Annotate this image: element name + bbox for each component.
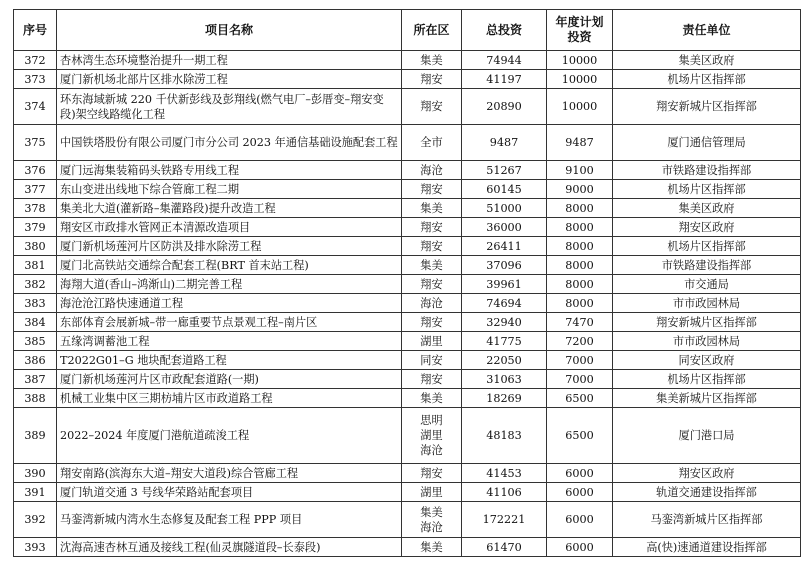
cell-unit: 厦门通信管理局 — [613, 125, 801, 161]
cell-name: 厦门新机场北部片区排水除涝工程 — [57, 70, 402, 89]
cell-district — [402, 256, 462, 275]
cell-annual: 9100 — [547, 161, 613, 180]
table-row — [14, 351, 801, 370]
district-label: 集美 — [420, 53, 443, 67]
district-label: 海沧 — [420, 520, 443, 534]
cell-district — [402, 218, 462, 237]
cell-no: 389 — [14, 408, 57, 464]
district-label: 翔安 — [420, 466, 443, 480]
district-label: 翔安 — [420, 315, 443, 329]
cell-annual: 8000 — [547, 218, 613, 237]
cell-name: 东山变进出线地下综合管廊工程二期 — [57, 180, 402, 199]
cell-district — [402, 313, 462, 332]
cell-annual: 7000 — [547, 370, 613, 389]
cell-total: 41775 — [462, 332, 547, 351]
cell-total: 18269 — [462, 389, 547, 408]
cell-no: 381 — [14, 256, 57, 275]
cell-annual: 6000 — [547, 483, 613, 502]
cell-annual: 6000 — [547, 464, 613, 483]
header-annual — [547, 10, 613, 51]
cell-name: 厦门新机场莲河片区市政配套道路(一期) — [57, 370, 402, 389]
table-row — [14, 70, 801, 89]
cell-total: 36000 — [462, 218, 547, 237]
district-label: 集美 — [420, 391, 443, 405]
header-no: 序号 — [14, 10, 57, 51]
cell-district — [402, 237, 462, 256]
cell-annual: 9487 — [547, 125, 613, 161]
district-label: 集美 — [420, 258, 443, 272]
cell-no: 384 — [14, 313, 57, 332]
cell-unit: 市交通局 — [613, 275, 801, 294]
table-row — [14, 464, 801, 483]
cell-total: 41106 — [462, 483, 547, 502]
cell-no: 383 — [14, 294, 57, 313]
table-row — [14, 389, 801, 408]
cell-no: 377 — [14, 180, 57, 199]
cell-no: 378 — [14, 199, 57, 218]
cell-name: 杏林湾生态环境整治提升一期工程 — [57, 51, 402, 70]
district-label: 同安 — [420, 353, 443, 367]
district-label: 全市 — [420, 136, 443, 149]
cell-no: 382 — [14, 275, 57, 294]
table-row — [14, 502, 801, 538]
cell-district — [402, 161, 462, 180]
table-row — [14, 313, 801, 332]
district-label: 翔安 — [420, 239, 443, 253]
cell-no: 373 — [14, 70, 57, 89]
cell-name: 中国铁塔股份有限公司厦门市分公司 2023 年通信基础设施配套工程 — [57, 125, 402, 161]
header-total: 总投资 — [462, 10, 547, 51]
cell-annual: 7470 — [547, 313, 613, 332]
district-label: 湖里 — [420, 485, 443, 499]
cell-name: 翔安南路(滨海东大道–翔安大道段)综合管廊工程 — [57, 464, 402, 483]
table-row — [14, 294, 801, 313]
header-unit: 责任单位 — [613, 10, 801, 51]
cell-name: 2022–2024 年度厦门港航道疏浚工程 — [57, 408, 402, 464]
cell-unit: 集美区政府 — [613, 51, 801, 70]
cell-no: 392 — [14, 502, 57, 538]
cell-name: 海沧沧江路快速通道工程 — [57, 294, 402, 313]
district-label: 翔安 — [420, 277, 443, 291]
cell-total: 74944 — [462, 51, 547, 70]
table-row — [14, 51, 801, 70]
table-row — [14, 218, 801, 237]
table-row — [14, 125, 801, 161]
district-label: 湖里 — [420, 334, 443, 348]
cell-unit: 轨道交通建设指挥部 — [613, 483, 801, 502]
cell-name: 沈海高速杏林互通及接线工程(仙灵旗隧道段–长泰段) — [57, 538, 402, 557]
cell-total: 172221 — [462, 502, 547, 538]
cell-name: 东部体育会展新城–带一廊重要节点景观工程–南片区 — [57, 313, 402, 332]
cell-annual: 8000 — [547, 294, 613, 313]
cell-annual: 8000 — [547, 256, 613, 275]
cell-district — [402, 464, 462, 483]
cell-annual: 10000 — [547, 51, 613, 70]
table-row — [14, 332, 801, 351]
cell-unit: 翔安区政府 — [613, 464, 801, 483]
cell-name: 翔安区市政排水管网正本清源改造项目 — [57, 218, 402, 237]
cell-district — [402, 483, 462, 502]
cell-district — [402, 408, 462, 464]
cell-total: 41197 — [462, 70, 547, 89]
cell-annual: 6500 — [547, 408, 613, 464]
table-row — [14, 370, 801, 389]
cell-total: 60145 — [462, 180, 547, 199]
cell-district — [402, 199, 462, 218]
cell-no: 376 — [14, 161, 57, 180]
cell-total: 9487 — [462, 125, 547, 161]
district-label: 湖里 — [420, 429, 443, 442]
cell-annual: 8000 — [547, 199, 613, 218]
cell-district — [402, 294, 462, 313]
cell-total: 37096 — [462, 256, 547, 275]
project-table-container — [13, 9, 801, 557]
cell-unit: 市铁路建设指挥部 — [613, 161, 801, 180]
district-label: 海沧 — [420, 296, 443, 310]
header-annual-line2: 投资 — [567, 30, 592, 44]
cell-district — [402, 89, 462, 125]
cell-no: 374 — [14, 89, 57, 125]
cell-no: 388 — [14, 389, 57, 408]
table-body — [14, 51, 801, 557]
cell-name: 集美北大道(灌新路–集灌路段)提升改造工程 — [57, 199, 402, 218]
cell-name: 海翔大道(香山–鸿渐山)二期完善工程 — [57, 275, 402, 294]
cell-total: 20890 — [462, 89, 547, 125]
district-label: 思明 — [420, 414, 443, 427]
cell-no: 391 — [14, 483, 57, 502]
cell-name: T2022G01–G 地块配套道路工程 — [57, 351, 402, 370]
cell-name: 环东海域新城 220 千伏新彭线及彭翔线(燃气电厂–彭厝变–翔安变段)架空线路缆化工程 — [57, 89, 402, 125]
district-label: 翔安 — [420, 72, 443, 86]
district-label: 海沧 — [420, 163, 443, 177]
cell-total: 26411 — [462, 237, 547, 256]
cell-total: 22050 — [462, 351, 547, 370]
cell-total: 31063 — [462, 370, 547, 389]
cell-unit: 市铁路建设指挥部 — [613, 256, 801, 275]
cell-total: 51000 — [462, 199, 547, 218]
cell-annual: 8000 — [547, 237, 613, 256]
cell-no: 390 — [14, 464, 57, 483]
cell-unit: 厦门港口局 — [613, 408, 801, 464]
table-row — [14, 89, 801, 125]
cell-annual: 10000 — [547, 70, 613, 89]
table-header-row — [14, 10, 801, 51]
cell-district — [402, 70, 462, 89]
cell-no: 380 — [14, 237, 57, 256]
cell-annual: 6000 — [547, 538, 613, 557]
cell-no: 387 — [14, 370, 57, 389]
cell-name: 厦门新机场莲河片区防洪及排水除涝工程 — [57, 237, 402, 256]
cell-no: 386 — [14, 351, 57, 370]
cell-no: 375 — [14, 125, 57, 161]
cell-annual: 10000 — [547, 89, 613, 125]
cell-district — [402, 332, 462, 351]
cell-name: 机械工业集中区三期枋埔片区市政道路工程 — [57, 389, 402, 408]
cell-district — [402, 51, 462, 70]
cell-unit: 高(快)速通道建设指挥部 — [613, 538, 801, 557]
cell-district — [402, 180, 462, 199]
cell-total: 32940 — [462, 313, 547, 332]
table-row — [14, 408, 801, 464]
cell-total: 51267 — [462, 161, 547, 180]
cell-annual: 7000 — [547, 351, 613, 370]
cell-no: 385 — [14, 332, 57, 351]
cell-district — [402, 370, 462, 389]
cell-unit: 市市政园林局 — [613, 332, 801, 351]
cell-annual: 8000 — [547, 275, 613, 294]
district-label: 海沧 — [420, 444, 443, 457]
cell-district — [402, 502, 462, 538]
cell-name: 五缘湾调蓄池工程 — [57, 332, 402, 351]
cell-unit: 翔安区政府 — [613, 218, 801, 237]
cell-annual: 6000 — [547, 502, 613, 538]
cell-district — [402, 125, 462, 161]
cell-unit: 机场片区指挥部 — [613, 370, 801, 389]
cell-unit: 市市政园林局 — [613, 294, 801, 313]
project-table — [13, 9, 801, 557]
cell-name: 厦门北高铁站交通综合配套工程(BRT 首末站工程) — [57, 256, 402, 275]
cell-total: 39961 — [462, 275, 547, 294]
district-label: 集美 — [420, 540, 443, 554]
district-label: 翔安 — [420, 220, 443, 234]
table-row — [14, 237, 801, 256]
cell-no: 379 — [14, 218, 57, 237]
cell-district — [402, 538, 462, 557]
cell-no: 393 — [14, 538, 57, 557]
district-label: 集美 — [420, 201, 443, 215]
cell-district — [402, 389, 462, 408]
table-row — [14, 483, 801, 502]
cell-district — [402, 275, 462, 294]
cell-annual: 7200 — [547, 332, 613, 351]
cell-unit: 马銮湾新城片区指挥部 — [613, 502, 801, 538]
cell-name: 马銮湾新城内湾水生态修复及配套工程 PPP 项目 — [57, 502, 402, 538]
cell-name: 厦门轨道交通 3 号线华荣路站配套项目 — [57, 483, 402, 502]
table-row — [14, 180, 801, 199]
cell-unit: 集美区政府 — [613, 199, 801, 218]
cell-total: 48183 — [462, 408, 547, 464]
table-row — [14, 199, 801, 218]
district-label: 集美 — [420, 505, 443, 519]
cell-name: 厦门远海集装箱码头铁路专用线工程 — [57, 161, 402, 180]
table-row — [14, 538, 801, 557]
cell-annual: 9000 — [547, 180, 613, 199]
cell-total: 41453 — [462, 464, 547, 483]
header-name: 项目名称 — [57, 10, 402, 51]
district-label: 翔安 — [420, 372, 443, 386]
cell-no: 372 — [14, 51, 57, 70]
table-row — [14, 275, 801, 294]
cell-unit: 机场片区指挥部 — [613, 70, 801, 89]
cell-unit: 机场片区指挥部 — [613, 180, 801, 199]
district-label: 翔安 — [420, 182, 443, 196]
table-row — [14, 256, 801, 275]
district-label: 翔安 — [420, 100, 443, 113]
cell-total: 61470 — [462, 538, 547, 557]
cell-unit: 集美新城片区指挥部 — [613, 389, 801, 408]
cell-unit: 机场片区指挥部 — [613, 237, 801, 256]
header-district: 所在区 — [402, 10, 462, 51]
cell-total: 74694 — [462, 294, 547, 313]
cell-unit: 翔安新城片区指挥部 — [613, 313, 801, 332]
cell-annual: 6500 — [547, 389, 613, 408]
table-row — [14, 161, 801, 180]
header-annual-line1: 年度计划 — [555, 15, 604, 29]
cell-unit: 翔安新城片区指挥部 — [613, 89, 801, 125]
cell-unit: 同安区政府 — [613, 351, 801, 370]
cell-district — [402, 351, 462, 370]
